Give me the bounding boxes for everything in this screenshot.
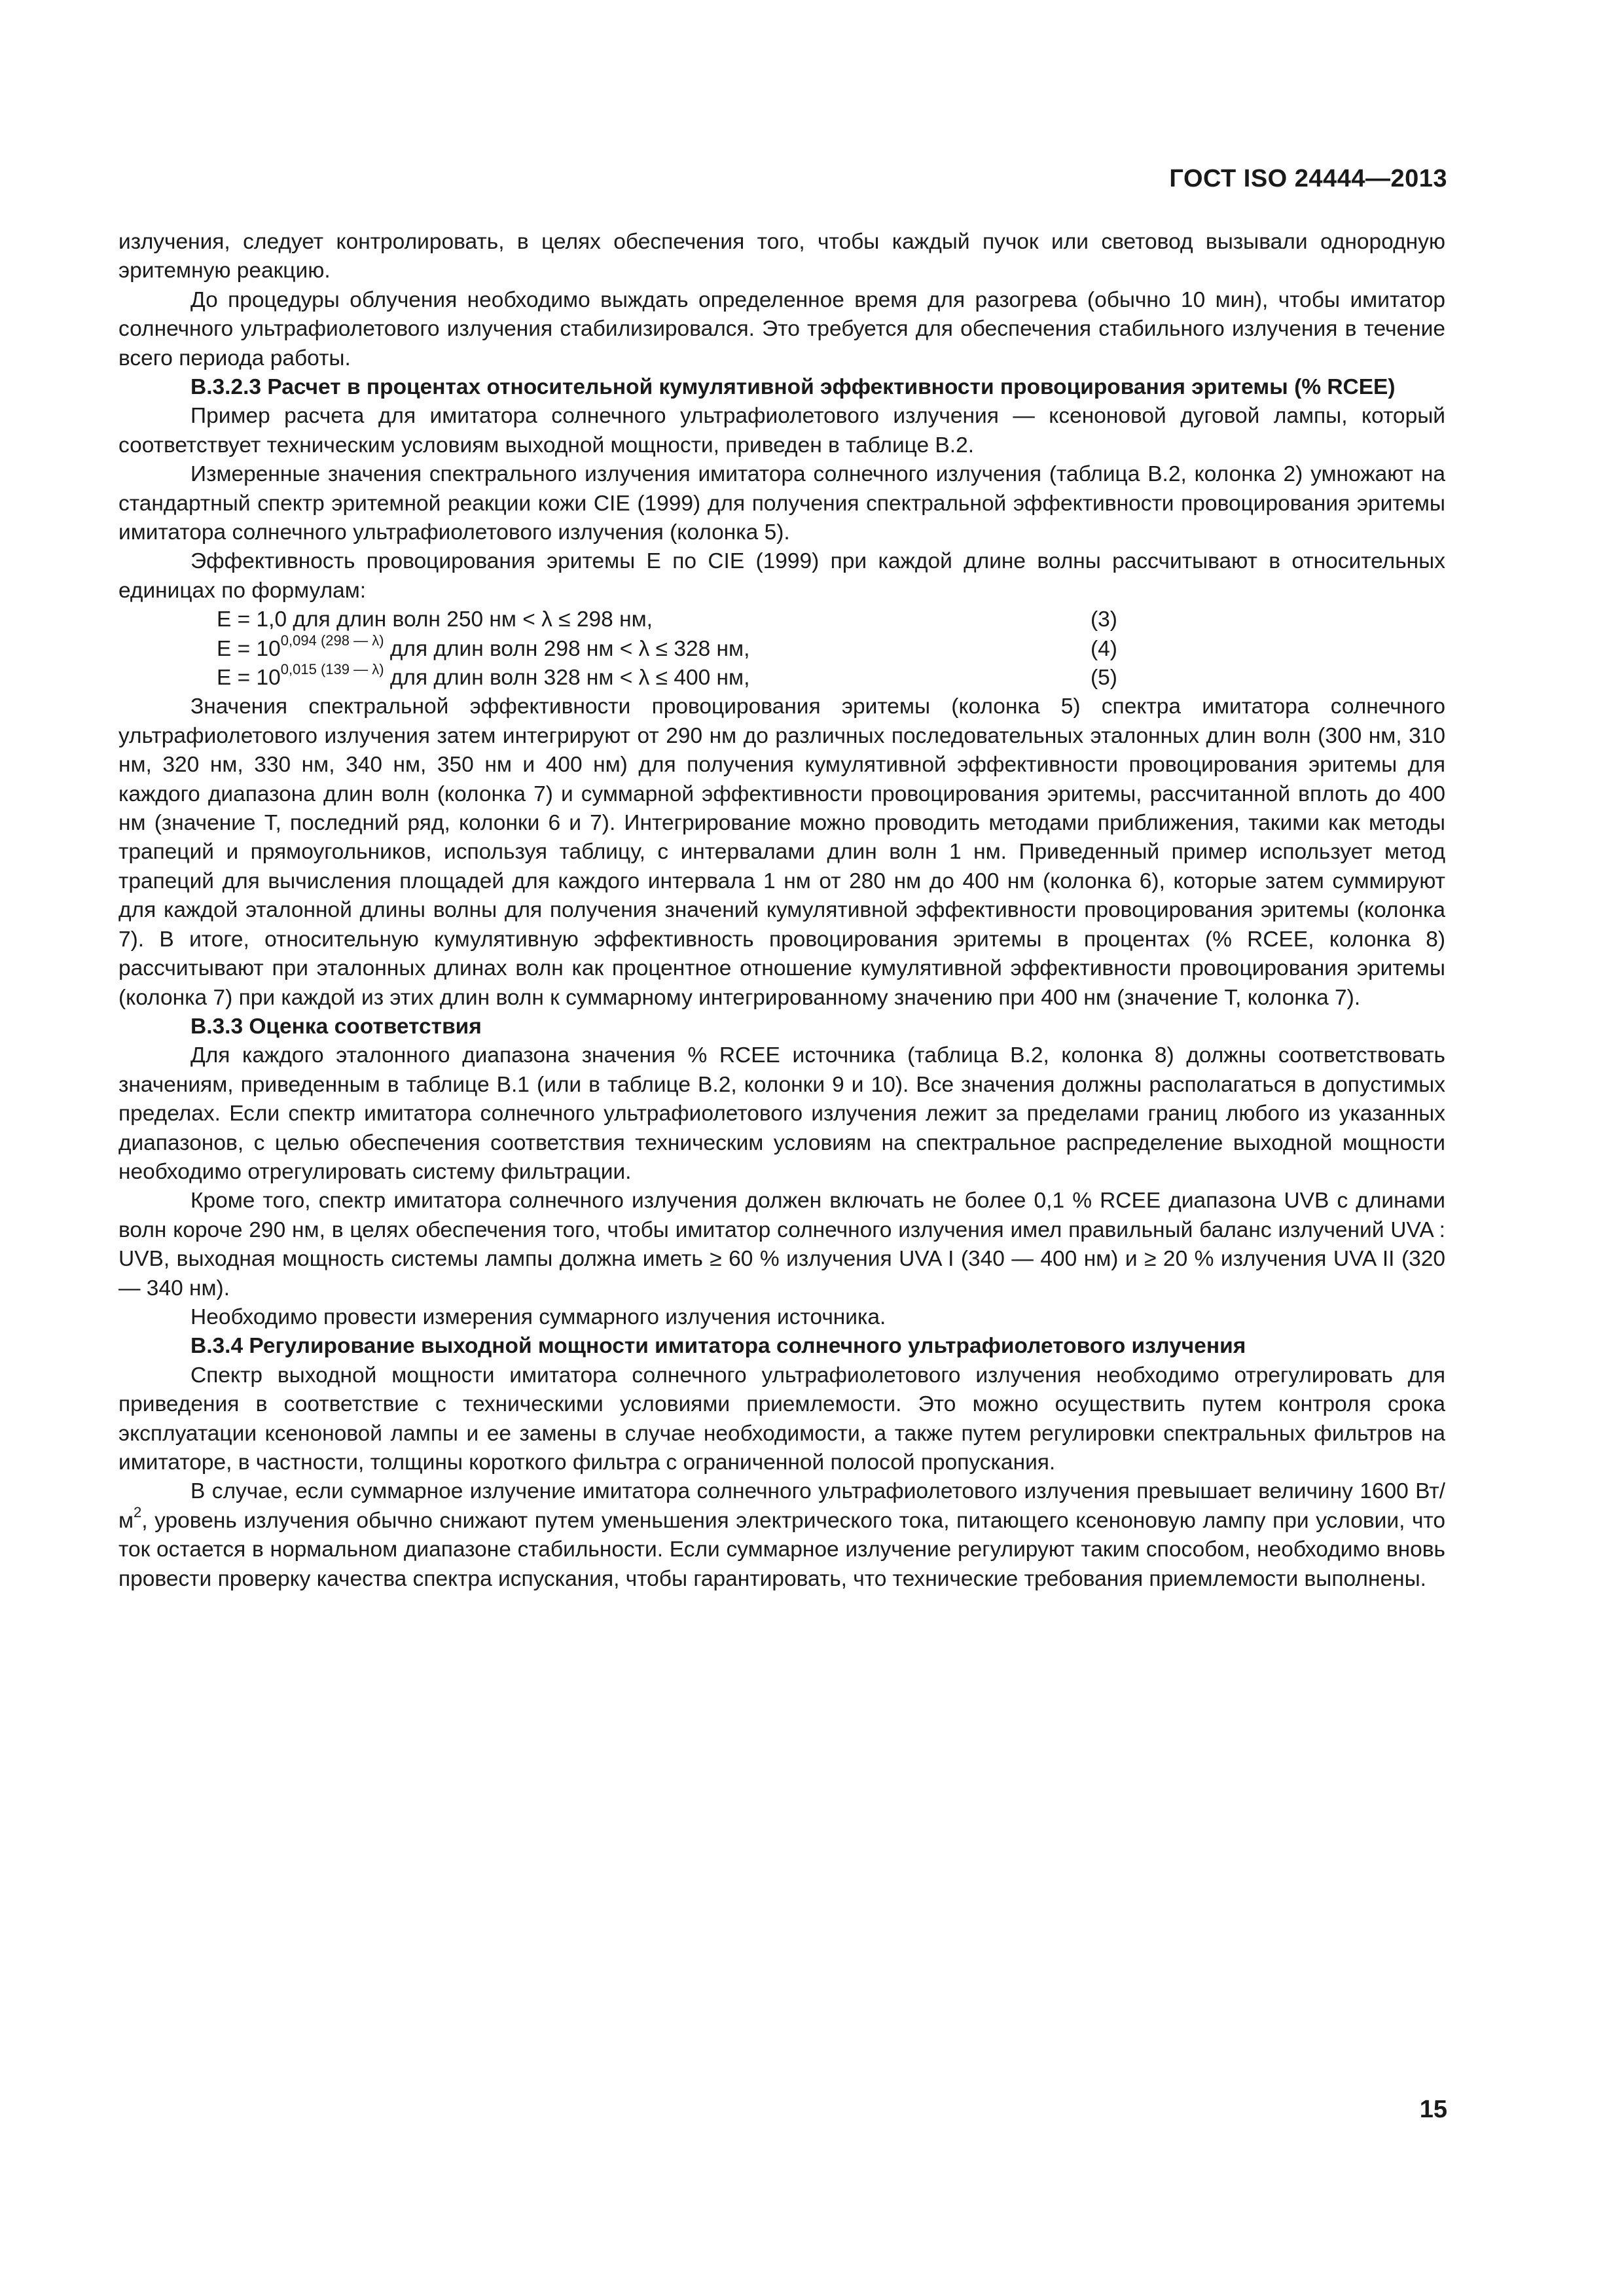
section-heading: В.3.2.3 Расчет в процентах относительной кумулятивной эффективности провоцирования эритемы (% RCEE) xyxy=(190,375,1396,400)
paragraph xyxy=(118,1477,1445,1594)
paragraph: Для каждого эталонного диапазона значения % RCEE источника (таблица В.2, колонка 8) должны соответствовать значениям, приведенным в таблице В.1 (или в таблице В.2, колонки 9 и 10). Все значения должны располагаться в допустимых пределах. Если спектр имитатора солнечного ультрафиолетового излучения лежит за пределами границ любого из указанных диапазонов, с целью обеспечения соответствия техническим условиям на спектральное распределение выходной мощности необходимо отрегулировать систему фильтрации. xyxy=(118,1043,1445,1184)
paragraph: До процедуры облучения необходимо выждать определенное время для разогрева (обычно 10 мин), чтобы имитатор солнечного ультрафиолетового излучения стабилизировался. Это требуется для обеспечения стабильного излучения в течение всего периода работы. xyxy=(118,287,1445,370)
formula-exponent: 0,015 (139 — λ) xyxy=(280,660,384,677)
unit-exponent: 2 xyxy=(134,1503,142,1520)
formula-row xyxy=(118,660,1445,692)
paragraph: Пример расчета для имитатора солнечного ультрафиолетового излучения — ксеноновой дуговой лампы, который соответствует техническим условиям выходной мощности, приведен в таблице В.2. xyxy=(118,404,1445,457)
formula-row xyxy=(118,605,1445,634)
formula-row xyxy=(118,632,1445,664)
formula-number: (3) xyxy=(1091,607,1117,632)
formula-base: E = 10 xyxy=(217,666,281,691)
paragraph: Спектр выходной мощности имитатора солнечного ультрафиолетового излучения необходимо отрегулировать для приведения в соответствие с техническими условиями приемлемости. Это можно осуществить путем контроля срока эксплуатации ксеноновой лампы и ее замены в случае необходимости, а также путем регулировки спектральных фильтров на имитаторе, в частности, толщины короткого фильтра с ограниченной полосой пропускания. xyxy=(118,1363,1445,1475)
paragraph: Необходимо провести измерения суммарного излучения источника. xyxy=(190,1304,886,1329)
document-body xyxy=(118,228,1445,1594)
paragraph-text: В случае, если суммарное излучение имитатора солнечного ультрафиолетового излучения превышает величину 1600 Вт/м xyxy=(118,1479,1445,1533)
section-heading: В.3.3 Оценка соответствия xyxy=(190,1014,482,1039)
formula-condition: для длин волн 328 нм < λ ≤ 400 нм, xyxy=(384,666,750,691)
formula-exponent: 0,094 (298 — λ) xyxy=(280,632,384,649)
paragraph: Значения спектральной эффективности провоцирования эритемы (колонка 5) спектра имитатора солнечного ультрафиолетового излучения затем интегрируют от 290 нм до различных последовательных эталонных длин волн (300 нм, 310 нм, 320 нм, 330 нм, 340 нм, 350 нм и 400 нм) для получения кумулятивной эффективности провоцирования эритемы для каждого диапазона длин волн (колонка 7) и суммарной эффективности провоцирования эритемы, рассчитанной вплоть до 400 нм (значение T, последний ряд, колонки 6 и 7). Интегрирование можно проводить методами приближения, такими как методы трапеций и прямоугольников, используя таблицу, с интервалами длин волн 1 нм. Приведенный пример использует метод трапеций для вычисления площадей для каждого интервала 1 нм от 280 нм до 400 нм (колонка 6), которые затем суммируют для каждой эталонной длины волны для получения значений кумулятивной эффективности провоцирования эритемы (колонка 7). В итоге, относительную кумулятивную эффективность провоцирования эритемы в процентах (% RCEE, колонка 8) рассчитывают при эталонных длинах волн как процентное отношение кумулятивной эффективности провоцирования эритемы (колонка 7) при каждой из этих длин волн к суммарному интегрированному значению при 400 нм (значение T, колонка 7). xyxy=(118,694,1445,1010)
document-id-header: ГОСТ ISO 24444—2013 xyxy=(1169,165,1447,192)
paragraph: Эффективность провоцирования эритемы E по CIE (1999) при каждой длине волны рассчитывают в относительных единицах по формулам: xyxy=(118,549,1445,603)
formula-text: E = 1,0 для длин волн 250 нм < λ ≤ 298 нм, xyxy=(217,607,653,632)
section-heading: В.3.4 Регулирование выходной мощности имитатора солнечного ультрафиолетового излучения xyxy=(190,1334,1246,1359)
formula-number: (5) xyxy=(1091,666,1117,691)
formula-number: (4) xyxy=(1091,636,1117,661)
paragraph: излучения, следует контролировать, в целях обеспечения того, чтобы каждый пучок или световод вызывали однородную эритемную реакцию. xyxy=(118,230,1445,283)
page-number: 15 xyxy=(1419,2096,1447,2123)
paragraph: Измеренные значения спектрального излучения имитатора солнечного излучения (таблица В.2, колонка 2) умножают на стандартный спектр эритемной реакции кожи CIE (1999) для получения спектральной эффективности провоцирования эритемы имитатора солнечного ультрафиолетового излучения (колонка 5). xyxy=(118,462,1445,545)
paragraph: Кроме того, спектр имитатора солнечного излучения должен включать не более 0,1 % RCEE диапазона UVB с длинами волн короче 290 нм, в целях обеспечения того, чтобы имитатор солнечного излучения имел правильный баланс излучений UVA : UVB, выходная мощность системы лампы должна иметь ≥ 60 % излучения UVA I (340 — 400 нм) и ≥ 20 % излучения UVA II (320 — 340 нм). xyxy=(118,1189,1445,1300)
formula-base: E = 10 xyxy=(217,636,281,661)
formula-condition: для длин волн 298 нм < λ ≤ 328 нм, xyxy=(384,636,750,661)
paragraph-text: , уровень излучения обычно снижают путем уменьшения электрического тока, питающего ксеноновую лампу при условии, что ток остается в нормальном диапазоне стабильности. Если суммарное излучение регулируют таким способом, необходимо вновь провести проверку качества спектра испускания, чтобы гарантировать, что технические требования приемлемости выполнены. xyxy=(118,1508,1445,1591)
